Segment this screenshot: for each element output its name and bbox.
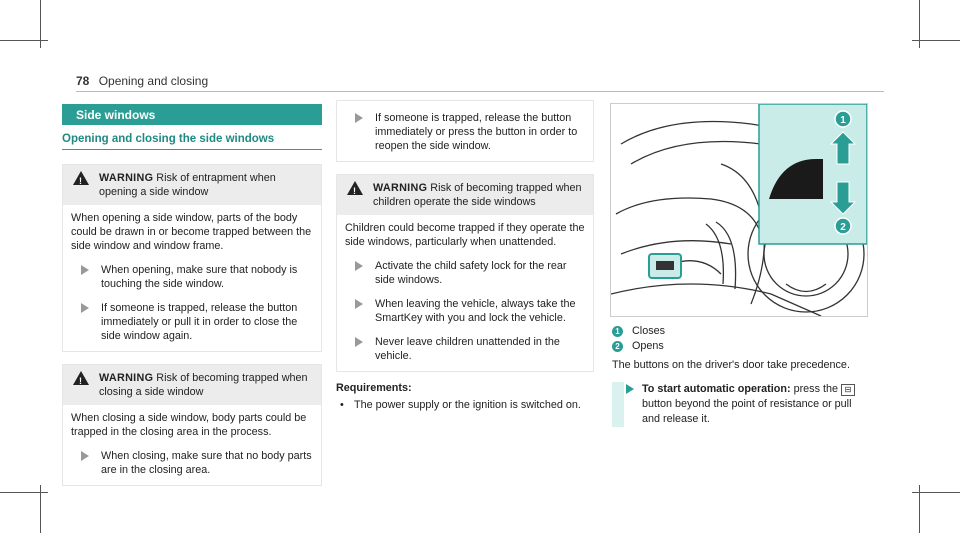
middle-column [336, 100, 594, 412]
warning-text: When closing a side window, body parts could be trapped in the closing area in the process. [71, 412, 307, 438]
step-text: If someone is trapped, release the button immediately or pull it in order to close the side window again. [101, 302, 298, 342]
page-header [76, 74, 208, 88]
arrow-right-icon [355, 299, 363, 309]
warning-label: WARNING [373, 182, 428, 194]
warning-box [336, 174, 594, 372]
arrow-right-icon [81, 303, 89, 313]
warning-header [63, 165, 321, 205]
page-title: Opening and closing [98, 74, 209, 88]
warning-header [337, 175, 593, 215]
door-illustration-svg [611, 104, 867, 316]
page-number: 78 [76, 74, 90, 88]
arrow-right-icon [81, 265, 89, 275]
crop-mark [912, 492, 960, 493]
warning-headline: Risk of becoming trapped when closing a side window [99, 372, 308, 398]
arrow-right-icon [626, 384, 634, 394]
warning-body [63, 205, 321, 351]
legend-number: 1 [612, 326, 623, 337]
step-text: Never leave children unattended in the vehicle. [375, 336, 560, 362]
step-text: When opening, make sure that nobody is touching the side window. [101, 264, 298, 290]
body-paragraph: The buttons on the driver's door take precedence. [612, 359, 850, 371]
warning-body [63, 405, 321, 485]
arrow-right-icon [355, 261, 363, 271]
right-text [612, 324, 866, 427]
warning-header [63, 365, 321, 405]
legend-text: Closes [632, 325, 666, 337]
instruction-step [71, 301, 313, 343]
section-title: Side windows [62, 104, 322, 125]
legend-number: 2 [612, 341, 623, 352]
legend-text: Opens [632, 340, 664, 352]
window-button-icon: ⊟ [841, 384, 855, 396]
instruction-step [345, 259, 585, 287]
callout-label: 1 [840, 115, 846, 126]
warning-text: When opening a side window, parts of the body could be drawn in or become trapped between the side window and window frame. [71, 212, 312, 252]
instruction-step [345, 297, 585, 325]
warning-label: WARNING [99, 172, 154, 184]
legend-item [612, 339, 866, 354]
warning-triangle-icon: ! [73, 171, 89, 185]
callout-label: 2 [840, 222, 846, 233]
warning-triangle-icon: ! [347, 181, 363, 195]
instruction-step [345, 111, 585, 153]
left-column [62, 104, 322, 486]
arrow-right-icon [355, 113, 363, 123]
warning-body [337, 111, 593, 161]
door-button-illustration [610, 103, 868, 317]
step-text: If someone is trapped, release the button immediately or press the button in order to reopen the side window. [375, 112, 578, 152]
step-label: To start automatic operation: [642, 383, 791, 395]
instruction-step [71, 449, 313, 477]
subheading: Opening and closing the side windows [62, 133, 322, 150]
warning-text: Children could become trapped if they operate the side windows, particularly when unattended. [345, 222, 585, 248]
step-text: When leaving the vehicle, always take the SmartKey with you and lock the vehicle. [375, 298, 576, 324]
legend-item [612, 324, 866, 339]
step-text: When closing, make sure that no body parts are in the closing area. [101, 450, 312, 476]
requirement-item: • The power supply or the ignition is switched on. [336, 398, 594, 412]
warning-box [62, 364, 322, 486]
step-text: press the [793, 383, 838, 395]
window-switch-icon [656, 261, 674, 270]
warning-body [337, 215, 593, 371]
crop-mark [0, 40, 48, 41]
header-divider [76, 91, 884, 92]
warning-triangle-icon: ! [73, 371, 89, 385]
instruction-step [71, 263, 313, 291]
step-text: button beyond the point of resistance or pull and release it. [642, 398, 852, 425]
instruction-step [345, 335, 585, 363]
crop-mark [912, 40, 960, 41]
requirements-label: Requirements: [336, 382, 412, 394]
warning-headline: Risk of becoming trapped when children operate the side windows [373, 182, 582, 208]
warning-box-continued [336, 100, 594, 162]
arrow-right-icon [355, 337, 363, 347]
warning-headline: Risk of entrapment when opening a side window [99, 172, 276, 198]
instruction-step [612, 382, 866, 427]
arrow-right-icon [81, 451, 89, 461]
crop-mark [0, 492, 48, 493]
step-text: Activate the child safety lock for the rear side windows. [375, 260, 567, 286]
warning-label: WARNING [99, 372, 154, 384]
warning-box [62, 164, 322, 352]
